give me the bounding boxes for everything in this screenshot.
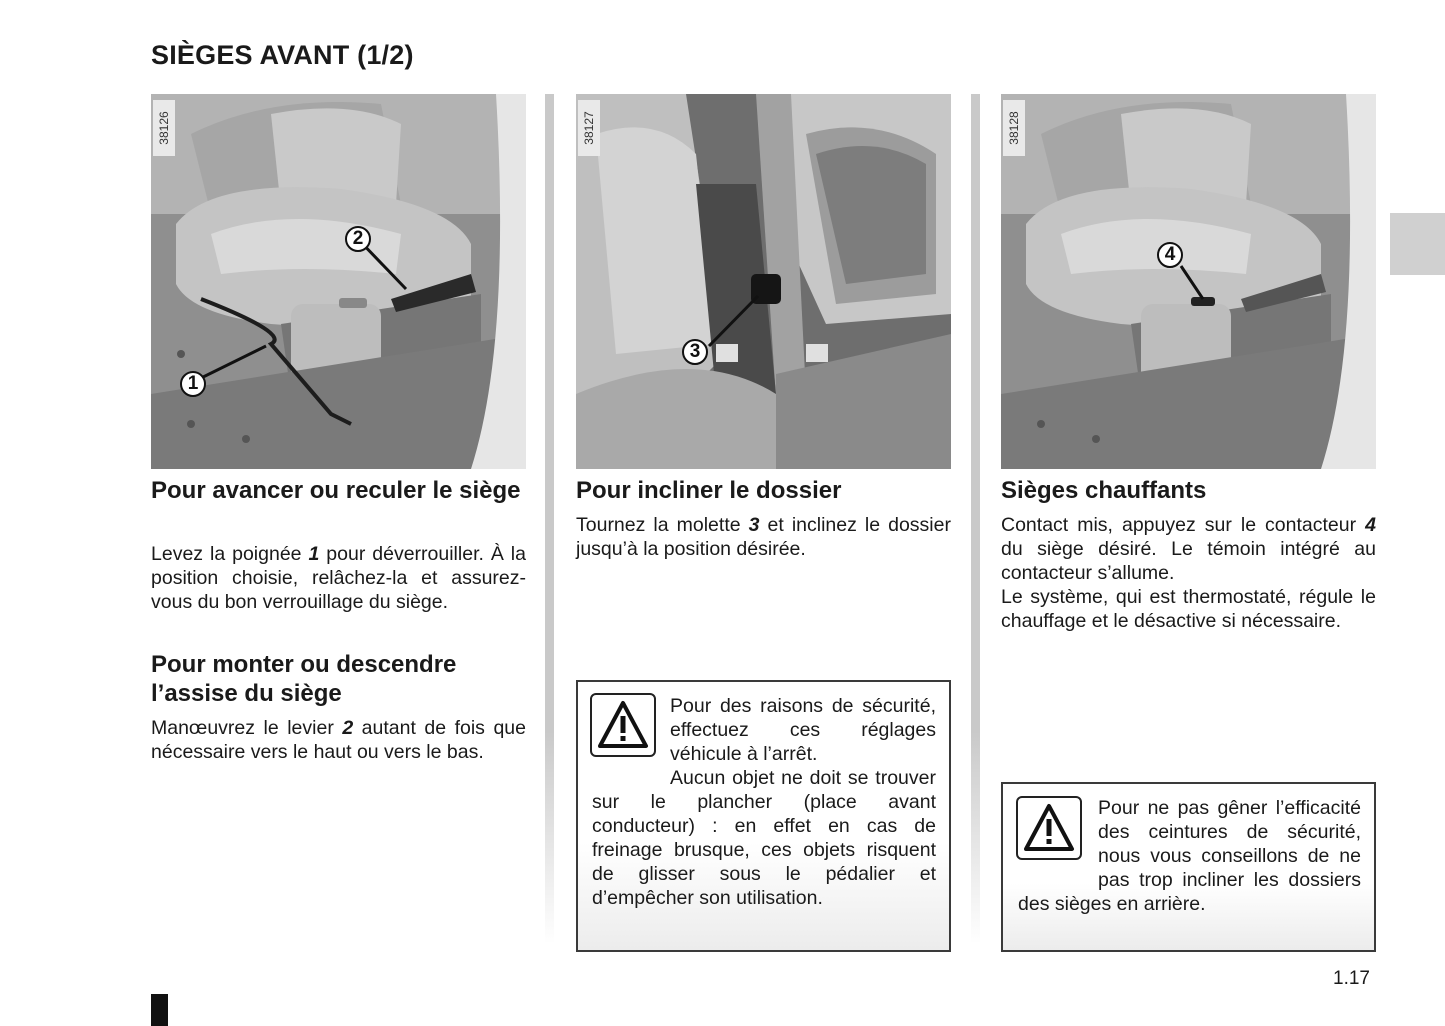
callout-3: 3 <box>682 339 708 365</box>
page-number: 1.17 <box>1333 968 1370 989</box>
callout-4: 4 <box>1157 242 1183 268</box>
backrest-text: Tournez la molette 3 et inclinez le dossier jusqu’à la position désirée. <box>576 514 951 560</box>
section-heading-seat-height: Pour monter ou descendre l’assise du siège <box>151 651 457 707</box>
column-divider <box>971 94 980 944</box>
photo-reference: 38127 <box>578 100 600 156</box>
section-heading-heated-seats: Sièges chauffants <box>1001 477 1207 504</box>
seat-height-text: Manœuvrez le levier 2 autant de fois que nécessaire vers le haut ou vers le bas. <box>151 717 526 763</box>
safety-warning-box <box>576 680 951 952</box>
seat-photo-2 <box>576 94 951 469</box>
photo-reference: 38126 <box>153 100 175 156</box>
seat-photo-3 <box>1001 94 1376 469</box>
corner-marker <box>151 994 168 1026</box>
backrest-warning-text: Pour ne pas gêner l’efficacité des ceintures de sécurité, nous vous conseillons de ne pas trop incliner les dossiers des sièges en arrière. <box>1018 797 1361 915</box>
heated-seats-text: Contact mis, appuyez sur le contacteur 4 du siège désiré. Le témoin intégré au contacteur s’allume. Le système, qui est thermostaté, régule le chauffage et le désactive si nécessaire. <box>1001 514 1376 632</box>
section-heading-seat-slide: Pour avancer ou reculer le siège <box>151 477 521 504</box>
safety-warning-text: Pour des raisons de sécurité, effectuez ces réglages véhicule à l’arrêt. Aucun objet ne doit se trouver sur le plancher (place avant conducteur) : en effet en cas de freinage brusque, ces objets risquent de glisser sous le pédalier et d’empêcher son utilisation. <box>592 695 936 909</box>
chapter-tab <box>1390 213 1445 275</box>
photo-reference: 38128 <box>1003 100 1025 156</box>
seat-photo-1 <box>151 94 526 469</box>
callout-1: 1 <box>180 371 206 397</box>
column-divider <box>545 94 554 944</box>
page-title: SIÈGES AVANT (1/2) <box>151 40 414 70</box>
seat-slide-text: Levez la poignée 1 pour déverrouiller. À la position choisie, relâchez-la et assurez-vous du bon verrouillage du siège. <box>151 543 526 613</box>
section-heading-backrest: Pour incliner le dossier <box>576 477 842 504</box>
backrest-warning-box <box>1001 782 1376 952</box>
callout-2: 2 <box>345 226 371 252</box>
